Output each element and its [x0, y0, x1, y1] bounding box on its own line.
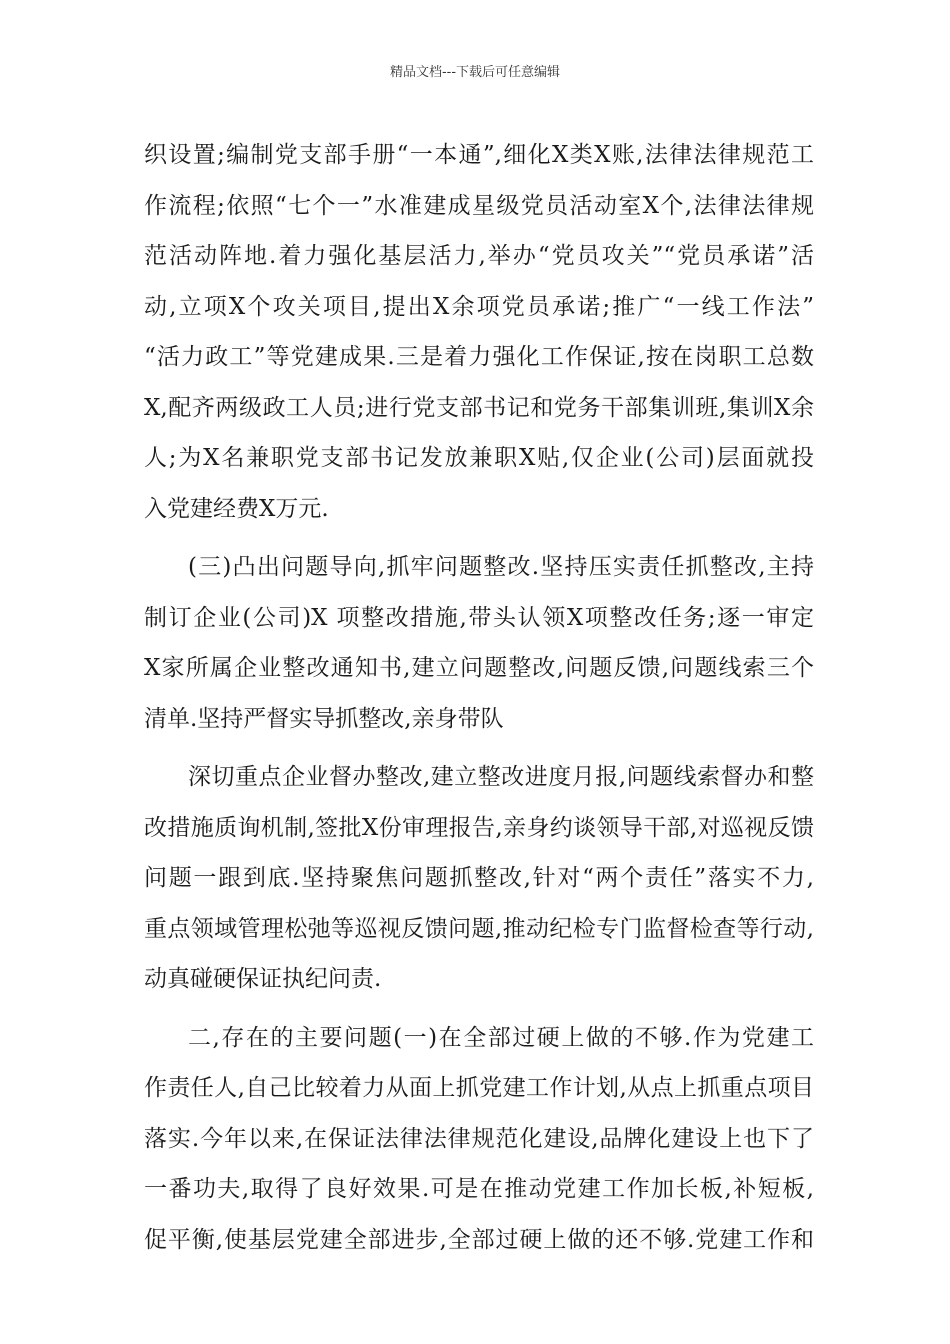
text-line: 作流程;依照“七个一”水准建成星级党员活动室X个,法律法律规 — [144, 192, 814, 219]
text-line: 一番功夫,取得了良好效果.可是在推动党建工作加长板,补短板, — [144, 1176, 814, 1202]
text-line: X,配齐两级政工人员;进行党支部书记和党务干部集训班,集训X余 — [144, 394, 814, 421]
paragraph — [144, 1013, 814, 1266]
text-line: “活力政工”等党建成果.三是着力强化工作保证,按在岗职工总数 — [144, 344, 814, 370]
paragraph — [144, 130, 814, 534]
text-line: 改措施质询机制,签批X份审理报告,亲身约谈领导干部,对巡视反馈 — [144, 814, 814, 841]
text-line: (三)凸出问题导向,抓牢问题整改.坚持压实责任抓整改,主持 — [188, 554, 814, 580]
text-line: 落实.今年以来,在保证法律法律规范化建设,品牌化建设上也下了 — [144, 1125, 814, 1152]
text-line: 动真碰硬保证执纪问责. — [144, 966, 382, 992]
text-line: 范活动阵地.着力强化基层活力,举办“党员攻关”“党员承诺”活 — [144, 243, 814, 269]
text-line: 问题一跟到底.坚持聚焦问题抓整改,针对“两个责任”落实不力, — [144, 865, 814, 891]
text-line: 动,立项X个攻关项目,提出X余项党员承诺;推广“一线工作法” — [144, 293, 814, 320]
paragraph — [144, 542, 814, 744]
paragraph — [144, 752, 814, 1005]
text-line: 重点领域管理松弛等巡视反馈问题,推动纪检专门监督检查等行动, — [144, 915, 814, 942]
text-line: 织设置;编制党支部手册“一本通”,细化X类X账,法律法律规范工 — [144, 142, 814, 168]
text-line: 制订企业(公司)X 项整改措施,带头认领X项整改任务;逐一审定 — [144, 604, 814, 631]
text-line: 深切重点企业督办整改,建立整改进度月报,问题线索督办和整 — [188, 764, 814, 790]
text-line: 清单.坚持严督实导抓整改,亲身带队 — [144, 705, 504, 732]
text-line: 二,存在的主要问题(一)在全部过硬上做的不够.作为党建工 — [188, 1024, 814, 1051]
text-line: 促平衡,使基层党建全部进步,全部过硬上做的还不够.党建工作和 — [144, 1226, 814, 1253]
text-line: 入党建经费X万元. — [144, 495, 329, 522]
page-header: 精品文档---下载后可任意编辑 — [389, 65, 561, 80]
text-line: X家所属企业整改通知书,建立问题整改,问题反馈,问题线索三个 — [144, 655, 814, 681]
text-line: 人;为X名兼职党支部书记发放兼职X贴,仅企业(公司)层面就投 — [144, 445, 814, 471]
document-body — [144, 130, 814, 1265]
text-line: 作责任人,自己比较着力从面上抓党建工作计划,从点上抓重点项目 — [144, 1075, 814, 1101]
